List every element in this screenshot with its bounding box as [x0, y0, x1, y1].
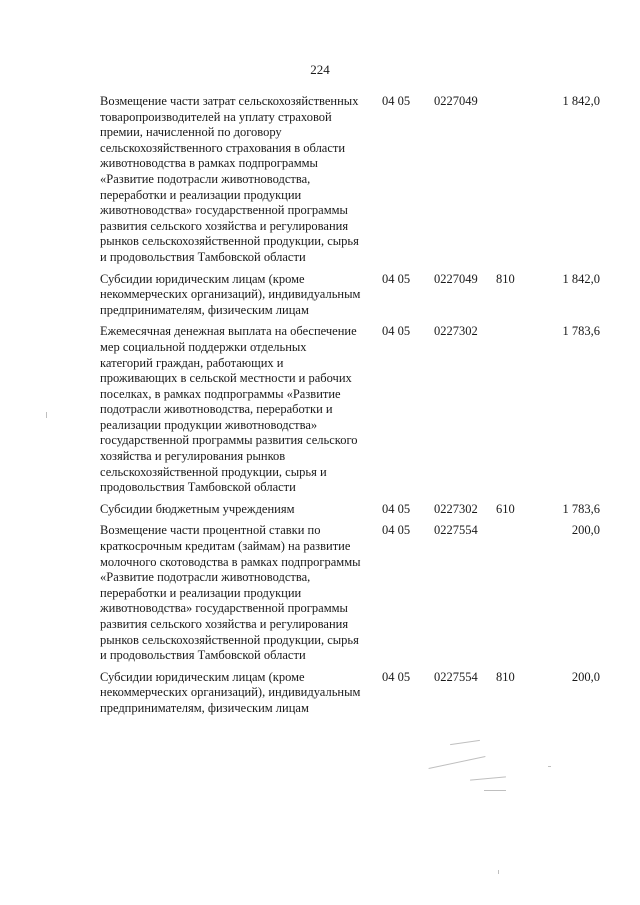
table-row: [100, 94, 610, 266]
row-description: Субсидии юридическим лицам (кроме некоммерческих организаций), индивидуальным предпринимателям, физическим лицам: [100, 271, 361, 317]
row-section-code: 04 05: [382, 523, 411, 538]
row-expense-type: 810: [496, 669, 515, 684]
row-amount: 200,0: [571, 523, 600, 538]
scan-mark: [548, 766, 551, 767]
row-section-code: 04 05: [382, 501, 411, 516]
scan-mark: [46, 412, 47, 418]
row-description: Субсидии юридическим лицам (кроме некоммерческих организаций), индивидуальным предпринимателям, физическим лицам: [100, 669, 361, 715]
page-number: 224: [310, 62, 330, 77]
row-description: Возмещение части процентной ставки по краткосрочным кредитам (займам) на развитие молочного скотоводства в рамках подпрограммы «Развитие подотрасли животноводства, переработки и реализации продукции животноводства» государственной программы развития сельского хозяйства и регулирования рынков сельскохозяйственной продукции, сырья и продовольствия Тамбовской области: [100, 523, 361, 663]
table-row: [100, 670, 610, 717]
table-row: [100, 324, 610, 496]
row-target-article: 0227049: [434, 271, 478, 286]
table-row: [100, 272, 610, 319]
row-description: Ежемесячная денежная выплата на обеспечение мер социальной поддержки отдельных категорий граждан, работающих и проживающих в сельской местности и рабочих поселках, в рамках подпрограммы «Развитие подотрасли животноводства, переработки и реализации продукции животноводства» государственной программы развития сельского хозяйства и регулирования рынков сельскохозяйственной продукции, сырья и продовольствия Тамбовской области: [100, 324, 358, 495]
scan-mark: [484, 790, 506, 791]
scan-mark: [429, 756, 486, 769]
scan-mark: [470, 776, 506, 780]
row-expense-type: 810: [496, 271, 515, 286]
row-target-article: 0227554: [434, 669, 478, 684]
row-target-article: 0227302: [434, 501, 478, 516]
row-amount: 1 783,6: [562, 501, 600, 516]
row-description: Субсидии бюджетным учреждениям: [100, 501, 295, 516]
table-row: [100, 523, 610, 663]
row-section-code: 04 05: [382, 669, 411, 684]
row-target-article: 0227554: [434, 523, 478, 538]
row-section-code: 04 05: [382, 324, 411, 339]
table-row: [100, 502, 610, 518]
row-amount: 1 842,0: [562, 271, 600, 286]
row-section-code: 04 05: [382, 271, 411, 286]
budget-table: [100, 94, 610, 723]
row-expense-type: 610: [496, 501, 515, 516]
row-target-article: 0227302: [434, 324, 478, 339]
row-section-code: 04 05: [382, 94, 411, 108]
scan-mark: [450, 740, 480, 745]
row-target-article: 0227049: [434, 94, 478, 108]
row-amount: 1 842,0: [562, 94, 600, 108]
row-description: Возмещение части затрат сельскохозяйственных товаропроизводителей на уплату страховой премии, начисленной по договору сельскохозяйственного страхования в области животноводства в рамках подпрограммы «Развитие подотрасли животноводства, переработки и реализации продукции животноводства» государственной программы развития сельского хозяйства и регулирования рынков сельскохозяйственной продукции, сырья и продовольствия Тамбовской области: [100, 94, 359, 264]
row-amount: 200,0: [571, 669, 600, 684]
row-amount: 1 783,6: [562, 324, 600, 339]
scan-mark: [498, 870, 499, 874]
